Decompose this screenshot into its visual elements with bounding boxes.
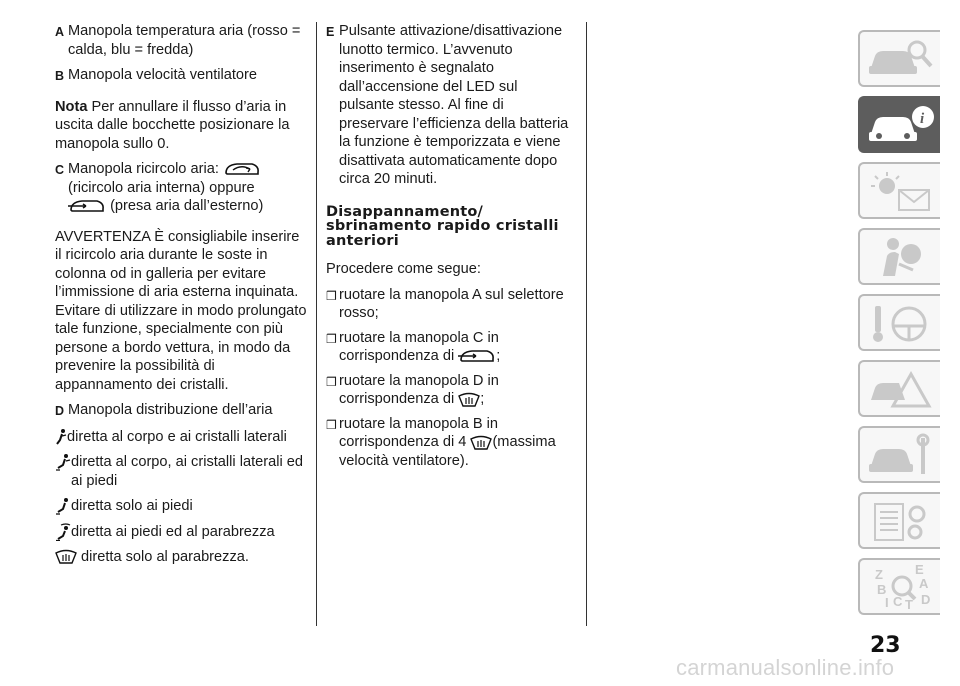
bullet-symbol: ❒ bbox=[326, 288, 337, 303]
bullet-text-2-after: ; bbox=[496, 348, 501, 364]
item-e-label: E bbox=[326, 25, 335, 39]
tab-airbag[interactable] bbox=[858, 228, 940, 285]
car-search-icon bbox=[865, 36, 935, 82]
item-d-text: Manopola distribuzione dell’aria bbox=[68, 402, 273, 418]
page-number: 23 bbox=[870, 633, 901, 658]
item-d-label: D bbox=[55, 404, 65, 418]
column-divider-right bbox=[586, 22, 587, 626]
left-column bbox=[55, 22, 307, 574]
distribution-item-windshield bbox=[55, 548, 307, 567]
item-b-label: B bbox=[55, 69, 65, 83]
air-face-feet-icon bbox=[55, 453, 71, 471]
tab-car-warning[interactable] bbox=[858, 360, 940, 417]
index-letter-c: C bbox=[893, 593, 903, 609]
section-heading: Disappannamento/ sbrinamento rapido cristalli anteriori bbox=[326, 203, 559, 249]
airbag-person-icon bbox=[865, 234, 935, 280]
item-b-text: Manopola velocità ventilatore bbox=[68, 67, 258, 83]
item-b bbox=[55, 66, 307, 86]
item-c-text1: Manopola ricircolo aria: bbox=[68, 161, 219, 177]
index-letter-e: E bbox=[915, 563, 924, 577]
tab-steering-wheel[interactable] bbox=[858, 294, 940, 351]
item-c-text3: (presa aria dall’esterno) bbox=[110, 198, 264, 214]
distribution-text-face: diretta al corpo e ai cristalli laterali bbox=[67, 428, 287, 445]
car-wrench-icon bbox=[865, 432, 935, 478]
distribution-item-feet-windshield bbox=[55, 523, 307, 542]
index-letter-z: Z bbox=[875, 566, 883, 582]
index-letter-i: I bbox=[885, 594, 889, 610]
tab-car-search[interactable] bbox=[858, 30, 940, 87]
item-c bbox=[55, 160, 307, 216]
distribution-text-face-feet: diretta al corpo, ai cristalli laterali ed ai piedi bbox=[71, 454, 303, 489]
bullet-item-2 bbox=[326, 329, 576, 366]
chapter-sidebar bbox=[858, 30, 940, 624]
item-a-label: A bbox=[55, 25, 65, 39]
item-c-label: C bbox=[55, 163, 65, 177]
middle-column bbox=[326, 22, 576, 476]
index-letters-icon bbox=[865, 564, 935, 610]
bullet-text-3-after: ; bbox=[480, 391, 485, 407]
item-d bbox=[55, 401, 307, 421]
bullet-text-4: ruotare la manopola B in corrispondenza di 4 bbox=[339, 415, 499, 450]
watermark: carmanualsonline.info bbox=[676, 655, 895, 680]
intro-text: Procedere come segue: bbox=[326, 261, 481, 277]
distribution-text-windshield: diretta solo al parabrezza. bbox=[81, 549, 249, 565]
index-letter-d: D bbox=[921, 591, 931, 607]
svg-text:i: i bbox=[920, 110, 925, 127]
nota-text: Per annullare il flusso d’aria in uscita dalle bocchette posizionare la manopola sullo 0. bbox=[55, 98, 290, 152]
windshield-defrost-icon bbox=[458, 391, 480, 407]
recirculation-icon bbox=[223, 160, 261, 178]
index-letter-t: T bbox=[905, 596, 913, 610]
distribution-item-face-feet bbox=[55, 453, 307, 490]
bullet-text-4-after: (massima velocità ventilatore). bbox=[339, 434, 556, 469]
tab-car-info[interactable] bbox=[858, 96, 940, 153]
outside-air-icon bbox=[458, 347, 496, 365]
outside-air-icon bbox=[68, 197, 106, 215]
air-face-icon bbox=[55, 428, 67, 446]
distribution-text-feet-windshield: diretta ai piedi ed al parabrezza bbox=[71, 523, 275, 540]
tab-index[interactable] bbox=[858, 558, 940, 615]
distribution-text-feet: diretta solo ai piedi bbox=[71, 498, 193, 514]
air-feet-windshield-icon bbox=[55, 523, 71, 541]
tab-warning-light[interactable] bbox=[858, 162, 940, 219]
nota-label: Nota bbox=[55, 98, 88, 115]
bullet-symbol: ❒ bbox=[326, 374, 337, 389]
bullet-item-1 bbox=[326, 286, 576, 323]
tab-car-wrench[interactable] bbox=[858, 426, 940, 483]
item-c-text2: (ricircolo aria interna) oppure bbox=[68, 179, 255, 196]
windshield-defrost-icon bbox=[55, 548, 77, 564]
bullet-symbol: ❒ bbox=[326, 331, 337, 346]
nota-paragraph bbox=[55, 98, 307, 154]
index-letter-b: B bbox=[877, 581, 887, 597]
car-info-icon bbox=[865, 102, 935, 148]
item-a-text: Manopola temperatura aria (rosso = calda, blu = fredda) bbox=[68, 23, 301, 58]
column-divider-left bbox=[316, 22, 317, 626]
bullet-text-1: ruotare la manopola A sul selettore rosso; bbox=[339, 286, 564, 321]
bullet-text-2: ruotare la manopola C in corrispondenza di bbox=[339, 329, 499, 364]
avvertenza-paragraph: AVVERTENZA È consigliabile inserire il ricircolo aria durante le soste in colonna od in galleria per evitare l’immissione di aria esterna inquinata. Evitare di utilizzare in modo prolungato tale funzione, specialmente con più persone a bordo vettura, in modo da prevenire la possibilità di appannamento dei cristalli. bbox=[55, 228, 307, 393]
index-letter-a: A bbox=[919, 575, 929, 591]
tab-specs[interactable] bbox=[858, 492, 940, 549]
bullet-item-3 bbox=[326, 372, 576, 409]
distribution-item-feet bbox=[55, 497, 307, 516]
bullet-text-3: ruotare la manopola D in corrispondenza di bbox=[339, 372, 499, 407]
car-warning-triangle-icon bbox=[865, 366, 935, 412]
warning-light-icon bbox=[865, 168, 935, 214]
item-e-text: Pulsante attivazione/disattivazione lunotto termico. L’avvenuto inserimento è segnalato dall’accensione del LED sul pulsante stesso. Al fine di preservare l’efficienza della batteria la funzione è temporizzata e viene disattivata automaticamente dopo circa 20 minuti. bbox=[339, 23, 569, 187]
bullet-symbol: ❒ bbox=[326, 417, 337, 432]
bullet-item-4 bbox=[326, 415, 576, 471]
item-e bbox=[326, 22, 576, 189]
item-a bbox=[55, 22, 307, 59]
fan-speed-icon bbox=[470, 434, 492, 450]
steering-wheel-key-icon bbox=[865, 300, 935, 346]
specs-gear-icon bbox=[865, 498, 935, 544]
air-feet-icon bbox=[55, 497, 71, 515]
distribution-item-face bbox=[55, 428, 307, 447]
